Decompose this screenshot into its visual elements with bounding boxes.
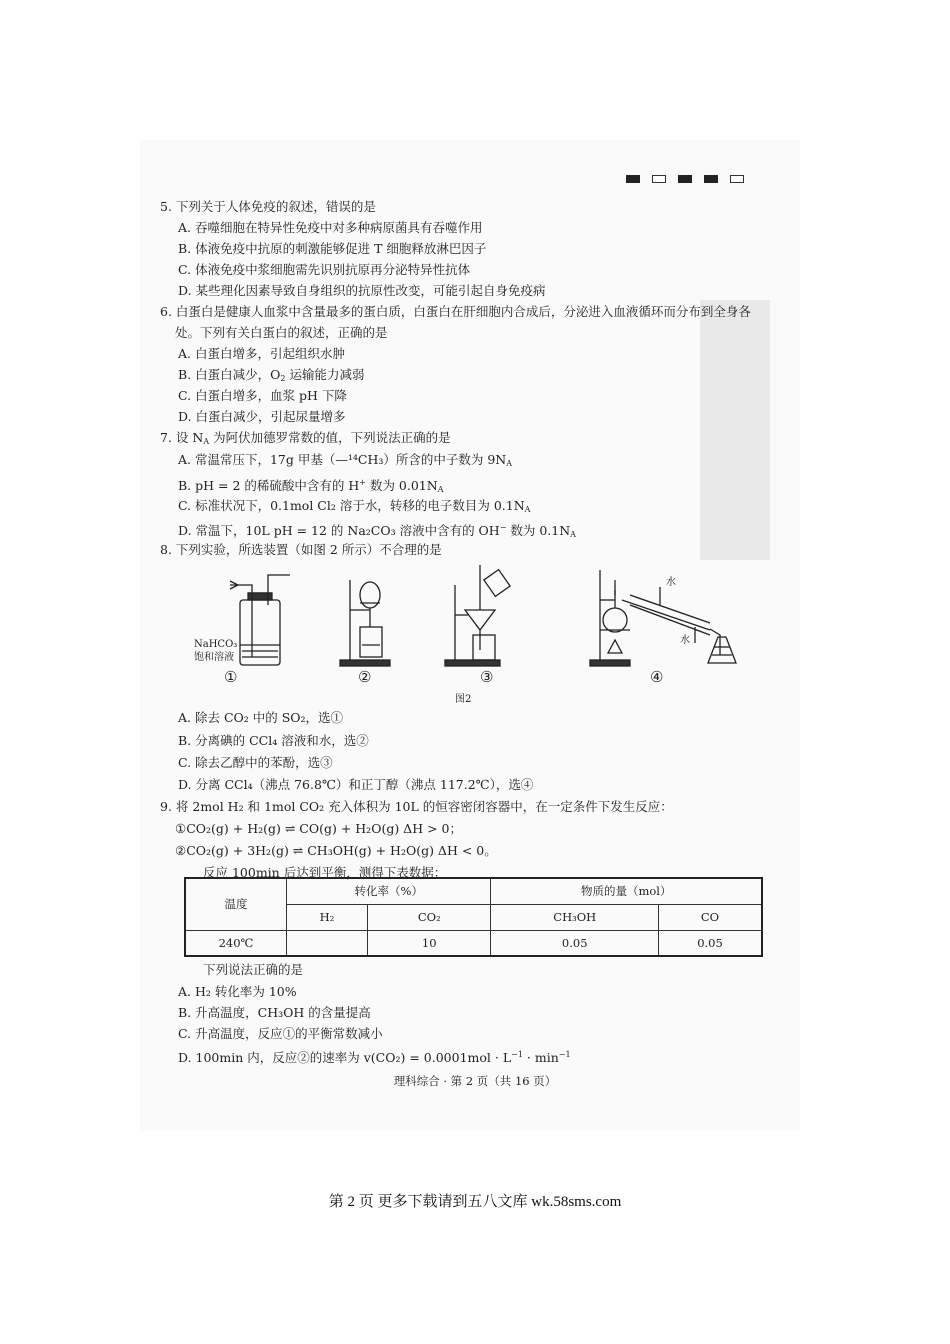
q9-option-d-text-mid: · min [522,1050,559,1065]
apparatus-number-4: ④ [650,668,664,686]
q8-option-d: D. 分离 CCl₄（沸点 76.8℃）和正丁醇（沸点 117.2℃），选④ [178,777,534,792]
mark-filled [678,175,692,183]
label-water-out: 水 [680,635,690,646]
q9-option-c: C. 升高温度，反应①的平衡常数减小 [178,1026,383,1041]
q5-option-d: D. 某些理化因素导致自身组织的抗原性改变，可能引起自身免疫病 [178,283,546,298]
subscript: A [506,459,512,468]
q9-option-b: B. 升高温度，CH₃OH 的含量提高 [178,1005,371,1020]
subscript: A [203,437,210,446]
subscript: A [524,505,531,514]
q8-stem: 8. 下列实验，所选装置（如图 2 所示）不合理的是 [160,542,442,557]
label-water-in: 水 [666,577,676,588]
q6-option-b-text: B. 白蛋白减少，O [178,367,281,382]
subheader-co2: CO₂ [367,904,491,930]
mark-empty [652,175,666,183]
q9-stem: 9. 将 2mol H₂ 和 1mol CO₂ 充入体积为 10L 的恒容密闭容器中，在一定条件下发生反应： [160,799,673,814]
q7-option-d [178,520,576,543]
figure-2-apparatus [190,565,770,690]
cell-co2-conversion: 10 [367,930,491,956]
header-temperature: 温度 [185,878,287,930]
subheader-co: CO [658,904,762,930]
q9-question: 下列说法正确的是 [203,962,304,977]
q7-stem-text: 7. 设 N [160,430,204,445]
q9-table-intro: 反应 100min 后达到平衡，测得下表数据： [203,865,447,880]
subscript: A [437,485,444,494]
q9-option-d-text: D. 100min 内，反应②的速率为 v(CO₂) = 0.0001mol · L [178,1050,512,1065]
q5-option-b: B. 体液免疫中抗原的刺激能够促进 T 细胞释放淋巴因子 [178,241,487,256]
page-info-footer: 理科综合 · 第 2 页（共 16 页） [393,1074,557,1088]
q6-option-a: A. 白蛋白增多，引起组织水肿 [178,346,345,361]
wash-bottle [240,600,280,665]
apparatus-number-1: ① [224,668,238,686]
mark-empty [730,175,744,183]
header-amount: 物质的量（mol） [491,878,762,904]
cell-ch3oh-amount: 0.05 [491,930,659,956]
subheader-h2: H₂ [287,904,368,930]
scan-smudge [700,300,770,560]
q8-option-b: B. 分离碘的 CCl₄ 溶液和水，选② [178,733,369,748]
q6-stem-line1: 6. 白蛋白是健康人血浆中含量最多的蛋白质，白蛋白在肝细胞内合成后，分泌进入血液循环而分布到全身各 [160,304,751,319]
subheader-ch3oh: CH₃OH [491,904,659,930]
q9-data-table [184,877,763,957]
q7-option-d-text: D. 常温下，10L pH = 12 的 Na₂CO₃ 溶液中含有的 OH [178,523,500,538]
q7-option-a-text: A. 常温常压下，17g 甲基（—¹⁴CH₃）所含的中子数为 9N [178,452,507,467]
label-saturated-solution: 饱和溶液 [194,652,234,663]
cell-temperature: 240℃ [185,930,287,956]
q9-reaction-1: ①CO₂(g) + H₂(g) ⇌ CO(g) + H₂O(g) ΔH > 0； [175,821,462,836]
cell-co-amount: 0.05 [658,930,762,956]
q5-option-c: C. 体液免疫中浆细胞需先识别抗原再分泌特异性抗体 [178,262,471,277]
q7-option-b-text-end: 数为 0.01N [365,478,438,493]
apparatus-number-3: ③ [480,668,494,686]
q5-stem: 5. 下列关于人体免疫的叙述，错误的是 [160,199,376,214]
superscript: −1 [558,1050,571,1059]
q7-option-d-text-end: 数为 0.1N [506,523,571,538]
q6-option-b [178,367,364,387]
superscript: −1 [511,1050,523,1059]
q6-option-d: D. 白蛋白减少，引起尿量增多 [178,409,346,424]
q8-option-a: A. 除去 CO₂ 中的 SO₂，选① [178,710,344,725]
q7-stem-text-end: 为阿伏加德罗常数的值，下列说法正确的是 [209,430,451,445]
label-nahco3: NaHCO₃ [194,639,238,650]
q7-option-c-text: C. 标准状况下，0.1mol Cl₂ 溶于水，转移的电子数目为 0.1N [178,498,525,513]
q7-option-b [178,475,443,498]
header-conversion: 转化率（%） [287,878,491,904]
download-site-footer: 第 2 页 更多下载请到五八文库 wk.58sms.com [328,1194,622,1210]
q7-option-b-text: B. pH = 2 的稀硫酸中含有的 H [178,478,360,493]
superscript: + [359,478,366,487]
q7-stem [160,430,451,450]
cell-h2-conversion [287,930,368,956]
q7-option-c [178,498,530,518]
q6-option-c: C. 白蛋白增多，血浆 pH 下降 [178,388,347,403]
apparatus-number-2: ② [358,668,372,686]
q9-option-d [178,1047,571,1066]
q7-option-a [178,452,512,472]
subscript: 2 [280,374,286,383]
mark-filled [704,175,718,183]
q5-option-a: A. 吞噬细胞在特异性免疫中对多种病原菌具有吞噬作用 [178,220,483,235]
corner-marks [626,175,744,183]
q6-stem-line2: 处。下列有关白蛋白的叙述，正确的是 [175,325,388,340]
subscript: A [570,530,576,539]
q6-option-b-text-end: 运输能力减弱 [285,367,365,382]
q9-option-a: A. H₂ 转化率为 10% [178,984,297,999]
q8-option-c: C. 除去乙醇中的苯酚，选③ [178,755,333,770]
figure-caption: 图2 [455,694,472,705]
mark-filled [626,175,640,183]
q9-reaction-2: ②CO₂(g) + 3H₂(g) ⇌ CH₃OH(g) + H₂O(g) ΔH < 0。 [175,843,497,858]
superscript: − [499,523,507,532]
